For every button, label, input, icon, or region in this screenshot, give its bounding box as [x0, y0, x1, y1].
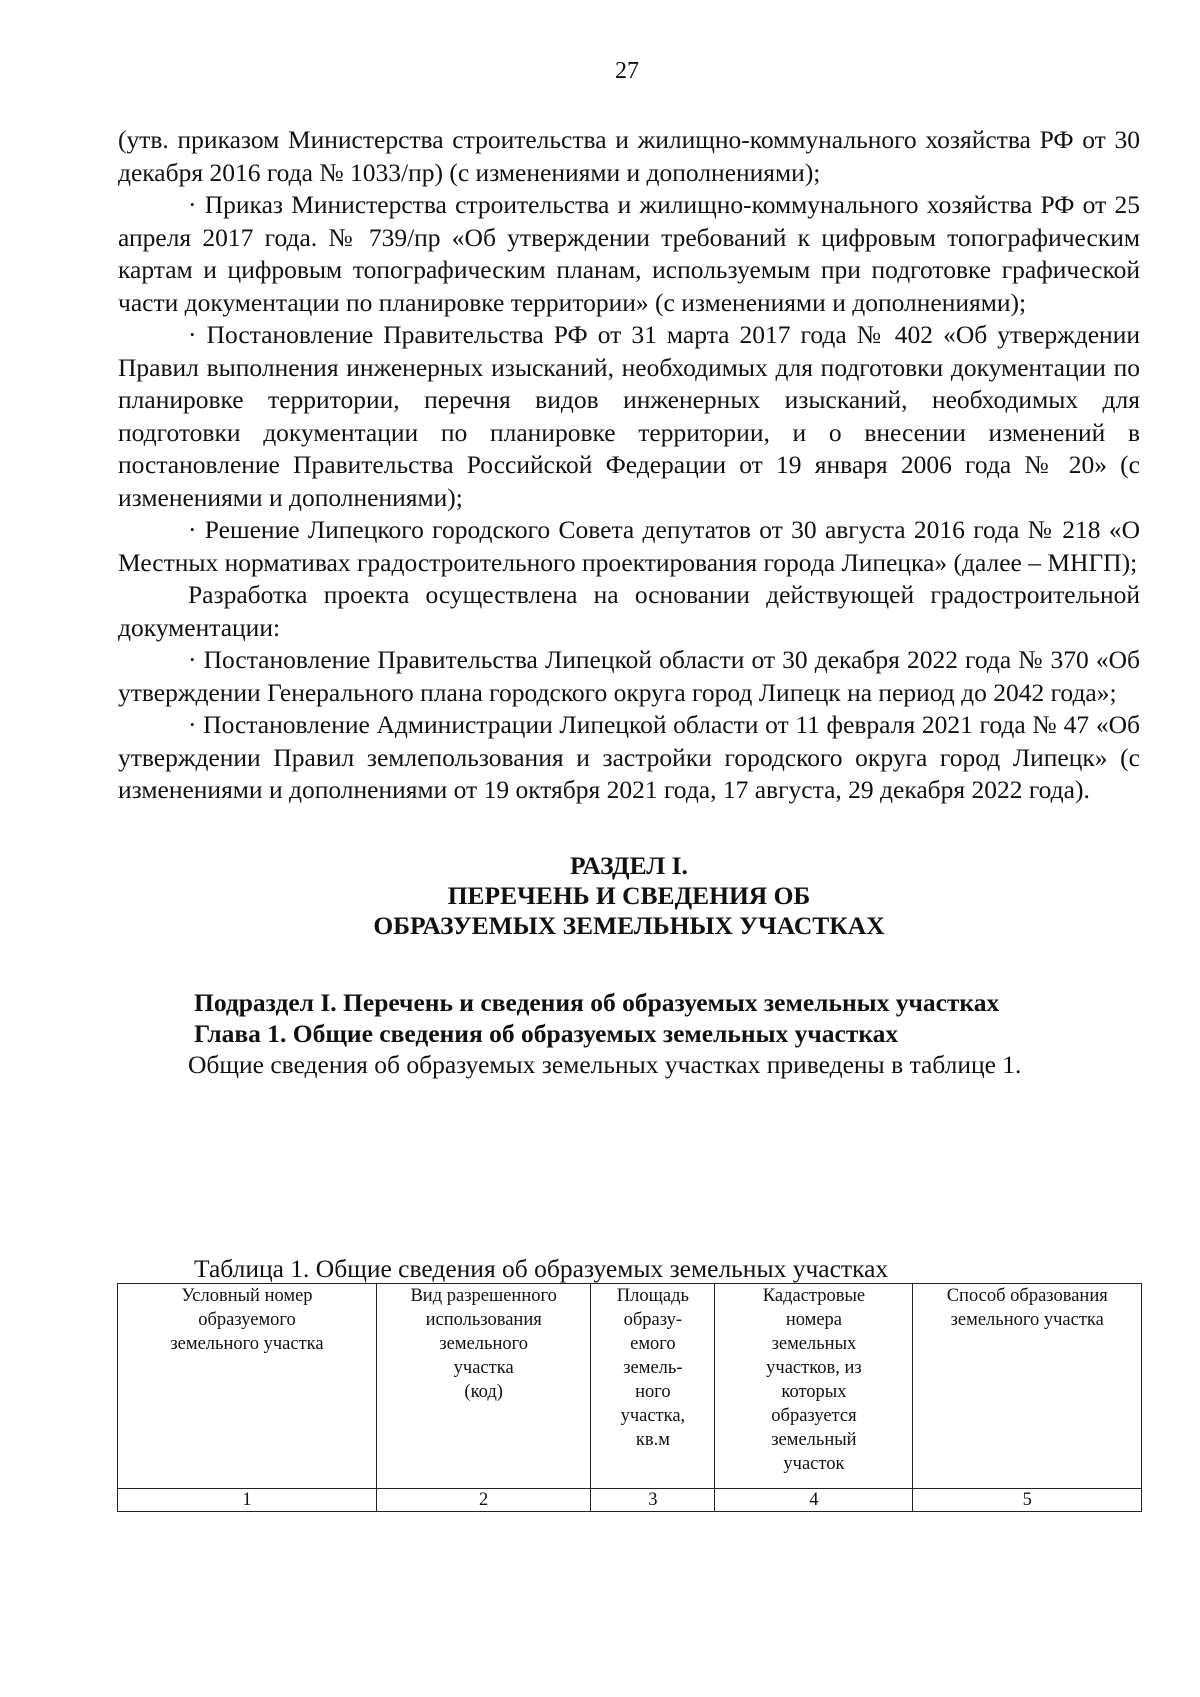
page-number: 27: [615, 58, 639, 84]
intro-paragraph: Общие сведения об образуемых земельных участках приведены в таблице 1.: [188, 1049, 1022, 1079]
paragraph: Разработка проекта осуществлена на основании действующей градостроительной документации:: [118, 580, 1140, 642]
paragraph: (утв. приказом Министерства строительства и жилищно-коммунального хозяйства РФ от 30 декабря 2016 года № 1033/пр) (с изменениями и дополнениями);: [118, 125, 1140, 187]
section-heading: [118, 851, 1140, 941]
subsection-title: Подраздел I. Перечень и сведения об образуемых земельных участках: [194, 987, 1000, 1017]
paragraph: · Постановление Правительства Липецкой области от 30 декабря 2022 года № 370 «Об утверждении Генерального плана городского округа город Липецк на период до 2042 года»;: [118, 645, 1140, 707]
paragraph: · Постановление Администрации Липецкой области от 11 февраля 2021 года № 47 «Об утверждении Правил землепользования и застройки городского округа город Липецк» (с изменениями и дополнениями от 19 октября 2021 года, 17 августа, 29 декабря 2022 года).: [118, 710, 1140, 804]
column-number: 2: [376, 1489, 590, 1512]
table-header-cell: Кадастровые номера земельных участков, из которых образуется земельный участок: [715, 1284, 913, 1489]
body-text: [118, 124, 1140, 1081]
column-number: 1: [118, 1489, 377, 1512]
table-caption: Таблица 1. Общие сведения об образуемых земельных участках: [194, 1254, 889, 1283]
paragraph: · Решение Липецкого городского Совета депутатов от 30 августа 2016 года № 218 «О Местных нормативах градостроительного проектирования города Липецка» (далее – МНГП);: [118, 515, 1140, 577]
land-plots-table: [117, 1283, 1142, 1512]
column-number: 3: [591, 1489, 715, 1512]
chapter-title: Глава 1. Общие сведения об образуемых земельных участках: [194, 1018, 899, 1048]
table-header-row: [118, 1284, 1142, 1489]
column-number: 4: [715, 1489, 913, 1512]
column-number: 5: [913, 1489, 1142, 1512]
table-header-cell: Способ образования земельного участка: [913, 1284, 1142, 1489]
table-header-cell: Условный номер образуемого земельного участка: [118, 1284, 377, 1489]
paragraph: · Постановление Правительства РФ от 31 марта 2017 года № 402 «Об утверждении Правил выполнения инженерных изысканий, необходимых для подготовки документации по планировке территории, перечня видов инженерных изысканий, необходимых для подготовки документации по планировке территории, и о внесении изменений в постановление Правительства Российской Федерации от 19 января 2006 года № 20» (с изменениями и дополнениями);: [118, 320, 1140, 512]
paragraph: · Приказ Министерства строительства и жилищно-коммунального хозяйства РФ от 25 апреля 2017 года. № 739/пр «Об утверждении требований к цифровым топографическим картам и цифровым топографическим планам, используемым при подготовке графической части документации по планировке территории» (с изменениями и дополнениями);: [118, 190, 1140, 317]
table-header-cell: Вид разрешенного использования земельного участка (код): [376, 1284, 590, 1489]
table-column-numbers-row: [118, 1489, 1142, 1512]
table-header-cell: Площадь образу- емого земель- ного участка, кв.м: [591, 1284, 715, 1489]
section-title-line: ОБРАЗУЕМЫХ ЗЕМЕЛЬНЫХ УЧАСТКАХ: [373, 910, 885, 940]
section-title-line: РАЗДЕЛ I.: [570, 850, 688, 880]
section-title-line: ПЕРЕЧЕНЬ И СВЕДЕНИЯ ОБ: [447, 880, 811, 910]
